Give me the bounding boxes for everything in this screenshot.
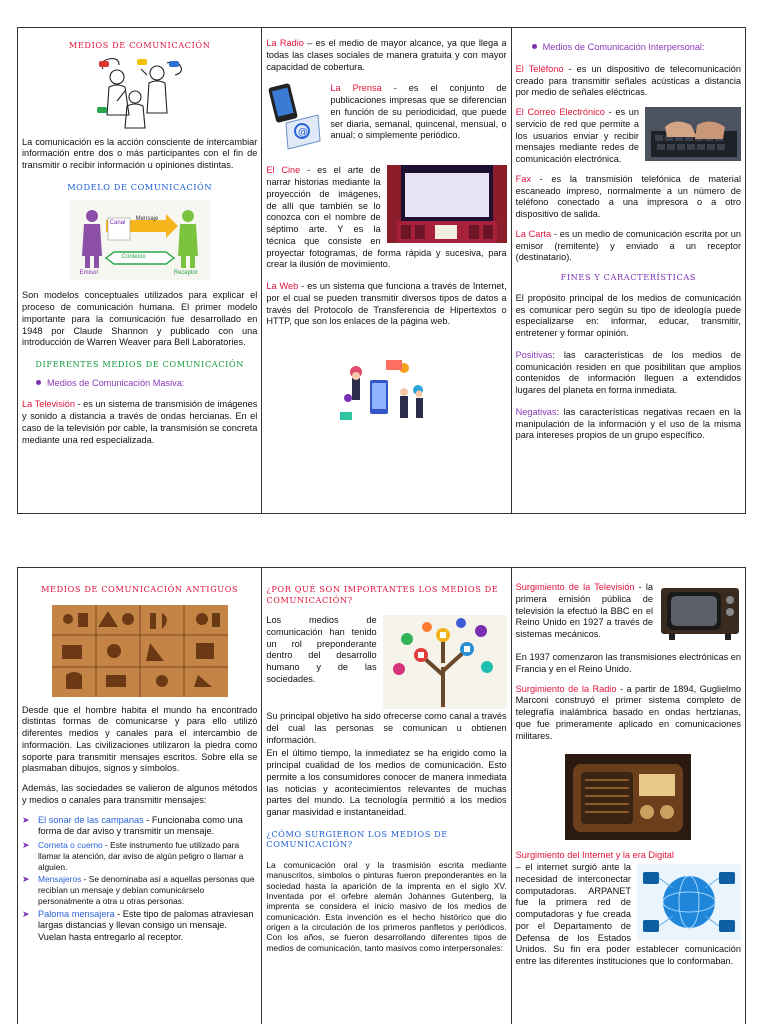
globe-network-image xyxy=(637,864,741,940)
list-item: ➤ Mensajeros - Se denominaba así a aquellas personas que recibían un mensaje y debían comunicárselo personalmente a otra u otras personas. xyxy=(22,874,255,906)
antiguos-paragraph-1: Desde que el hombre habita el mundo ha encontrado distintas formas de comunicarse y para ello utilizó diferentes medios y canales para el intercambio de información. Las civilizaciones utilizaron la piedra como soporte para transmitir mensajes escritos. Sobre ella se plasmaban dibujos, signos y símbolos. xyxy=(22,704,258,774)
emisor-figure xyxy=(82,210,102,268)
internet-history-intro: Surgimiento del Internet y la era Digital xyxy=(515,850,674,861)
receptor-figure xyxy=(178,210,198,268)
phone-email-image xyxy=(266,83,324,155)
bullet-dot-icon xyxy=(532,44,537,49)
column-antiguos xyxy=(18,568,262,1024)
diagram-label-receptor: Receptor xyxy=(173,270,199,277)
arrow-bullet-icon: ➤ xyxy=(22,840,30,851)
column-medios xyxy=(18,28,262,513)
diagram-label-mensaje: Mensaje xyxy=(135,216,159,223)
bullet-dot-icon xyxy=(36,380,41,385)
interpersonal-bullet: Medios de Comunicación Interpersonal: xyxy=(516,42,741,54)
tv-history-paragraph-2: En 1937 comenzaron las transmisiones electrónicas en Francia y en el Reino Unido. xyxy=(515,652,741,674)
list-item: ➤ Corneta o cuerno - Este instrumento fue utilizado para llamar la atención, dar aviso de algún peligro o llamar a alguien. xyxy=(22,840,244,872)
telefono-paragraph: El Teléfono - es un dispositivo de telecomunicación creado para transmitir señales acústicas a distancia por medio de señales eléctricas. xyxy=(515,63,741,98)
typing-keyboard-image xyxy=(645,107,741,161)
column-interpersonal xyxy=(512,28,745,513)
diagram-label-emisor: Emisor xyxy=(79,270,99,277)
brochure-page-top xyxy=(17,27,746,514)
arrow-bullet-icon: ➤ xyxy=(22,814,30,825)
digital-people-illustration xyxy=(326,350,446,434)
column-masivos xyxy=(262,28,511,513)
list-item: ➤ El sonar de las campanas - Funcionaba como una forma de dar aviso y transmitir un mensaje. xyxy=(22,814,243,837)
intro-paragraph: La comunicación es la acción consciente de intercambiar información entre dos o más participantes con el fin de transmitir o recibir información u opiniones distintas. xyxy=(22,136,258,171)
fines-title: FINES Y CARACTERÍSTICAS xyxy=(560,272,697,283)
arrow-bullet-icon: ➤ xyxy=(22,874,30,885)
television-paragraph: La Televisión - es un sistema de transmisión de imágenes y sonido a distancia a través de ondas hercianas. En el caso de la televisión por cable, la transmisión se concreta mediante una red especializada. xyxy=(22,399,258,445)
media-tree-illustration xyxy=(383,615,507,709)
fax-paragraph: Fax - es la transmisión telefónica de material escaneado impreso, normalmente a un número de teléfono conectado a una impresora o a otro dispositivo de salida. xyxy=(515,173,741,220)
negativas-paragraph: Negativas: las características negativas recaen en la manipulación de la información y el uso de la misma para intereses propios de un grupo específico. xyxy=(515,406,741,441)
importancia-paragraph-2: Su principal objetivo ha sido ofrecerse como canal a través del cual las personas se comunican u obtienen información. xyxy=(266,711,507,745)
arrow-bullet-icon: ➤ xyxy=(22,908,30,919)
ancient-methods-list xyxy=(22,815,257,944)
prensa-paragraph: La Prensa - es el conjunto de publicaciones impresas que se diferencian en función de su periodicidad, que puede ser diaria, semanal, quincenal, mensual, o anual; o simplemente periódico. xyxy=(330,83,507,141)
positivas-paragraph: Positivas: las características de los medios de comunicación residen en que posibilitan que amplios contenidos de información lleguen a extendidos lugares del planeta en forma inmediata. xyxy=(515,349,741,396)
svg-text:@: @ xyxy=(298,127,309,139)
hieroglyphs-stone-image xyxy=(52,605,228,697)
fines-paragraph: El propósito principal de los medios de comunicación es comunicar pero según su tipo de ideología puede especializarse en: informar, educar, transmitir, entretener y formar opinión. xyxy=(515,292,741,339)
correo-paragraph: El Correo Electrónico - es un servicio de red que permite a los usuarios enviar y recibir mensajes mediante redes de comunicación electrónica. xyxy=(515,107,639,165)
section-title-antiguos: MEDIOS DE COMUNICACIÓN ANTIGUOS xyxy=(41,584,239,594)
how-arose-title: ¿CÓMO SURGIERON LOS MEDIOS DE COMUNICACIÓN? xyxy=(266,828,448,850)
diagram-label-canal: Canal xyxy=(109,220,126,227)
importancia-paragraph-3: En el último tiempo, la inmediatez se ha erigido como la principal cualidad de los medios de comunicación. Esto permite a los consumidores conocer de manera inmediata las noticias y acontecimientos relevantes de muchas partes del mundo. La tecnología permitió a los medios ganar masividad e instantaneidad. xyxy=(266,748,507,818)
communication-model-diagram xyxy=(70,200,210,280)
diagram-label-contexto: Contexto xyxy=(121,254,146,261)
surgimiento-paragraph: La comunicación oral y la trasmisión escrita mediante manuscritos, símbolos o pinturas fueron preponderantes en la sociedad hasta la aparición de la imprenta en el siglo XV. Inventada por el orfebre alemán Johannes Gutenberg, la imprenta se considera el inicio masivo de los medios de comunicación. Esta invención es el hecho histórico que dio origen a la circulación de los primeros panfletos y periódicos. Con los años, se fueron desarrollando diferentes tipos de medios de comunicación, tanto masivos como interpersonales: xyxy=(266,859,507,953)
web-paragraph: La Web - es un sistema que funciona a través de Internet, por el cual se pueden transmitir diversos tipos de datos a través del Protocolo de Transferencia de Hipertextos o HTTP, que son los enlaces de la página web. xyxy=(266,281,507,327)
cinema-theater-image xyxy=(387,165,507,243)
brochure-page-bottom xyxy=(17,567,746,1024)
carta-paragraph: La Carta - es un medio de comunicación escrita por un emisor (remitente) y enviado a un receptor (destinatario). xyxy=(515,228,741,263)
radio-history-paragraph: Surgimiento de la Radio - a partir de 1894, Guglielmo Marconi construyó el primer sistema completo de telegrafía inalámbrica basado en ondas hertzianas, que fue primeramente aplicado en comunicaciones militares. xyxy=(515,683,741,741)
masiva-bullet: Medios de Comunicación Masiva: xyxy=(22,378,257,390)
importancia-paragraph-1: Los medios de comunicación han tenido un rol preponderante dentro del desarrollo humano y de las sociedades. xyxy=(266,615,377,684)
section-title: MEDIOS DE COMUNICACIÓN xyxy=(68,40,211,50)
old-radio-image xyxy=(565,754,691,840)
radio-paragraph: La Radio – es el medio de mayor alcance, ya que llega a todas las clases sociales de manera gratuita y con mayor capacidad de cobertura. xyxy=(266,38,507,72)
internet-history-paragraph: – el internet surgió ante la necesidad de interconectar computadoras. ARPANET fue la primera red de computadoras y fue creada por el Departamento de Defensa de los Estados Unidos. Su fin era poder establecer comunicación entre las diferentes instituciones que lo conformaban. xyxy=(515,862,741,967)
antiguos-paragraph-2: Además, las sociedades se valieron de algunos métodos y medios o canales para transmitir mensajes: xyxy=(22,783,258,805)
column-surgimiento xyxy=(512,568,745,1024)
vintage-tv-image xyxy=(659,582,741,642)
model-title: MODELO DE COMUNICACIÓN xyxy=(67,181,213,192)
list-item: ➤ Paloma mensajera - Este tipo de palomas atraviesan largas distancias y llevan consigo un mensaje. Vuelan hasta entregarlo al receptor. xyxy=(22,908,254,943)
people-communicating-illustration xyxy=(95,57,185,131)
cine-paragraph: El Cine - es el arte de narrar historias mediante la proyección de imágenes, de allí que también se lo conozca con el nombre de séptimo arte. Y es la técnica que consiste en proyectar fotogramas, de forma rápida y sucesiva, para crear la ilusión de movimiento. xyxy=(266,165,507,270)
different-media-title: DIFERENTES MEDIOS DE COMUNICACIÓN xyxy=(35,359,244,370)
tv-history-paragraph: Surgimiento de la Televisión - la primera emisión pública de televisión la efectuó la BBC en el Reino Unido en 1927 a través de sistemas mecánicos. xyxy=(515,582,653,640)
why-important-title: ¿POR QUÉ SON IMPORTANTES LOS MEDIOS DE COMUNICACIÓN? xyxy=(266,584,499,605)
column-importancia xyxy=(262,568,511,1024)
models-paragraph: Son modelos conceptuales utilizados para explicar el proceso de comunicación humana. El primer modelo importante para la comunicación fue desarrollado en 1948 por Claude Shannon y publicado con una introducción de Warren Weaver para Bell Laboratories. xyxy=(22,290,258,348)
